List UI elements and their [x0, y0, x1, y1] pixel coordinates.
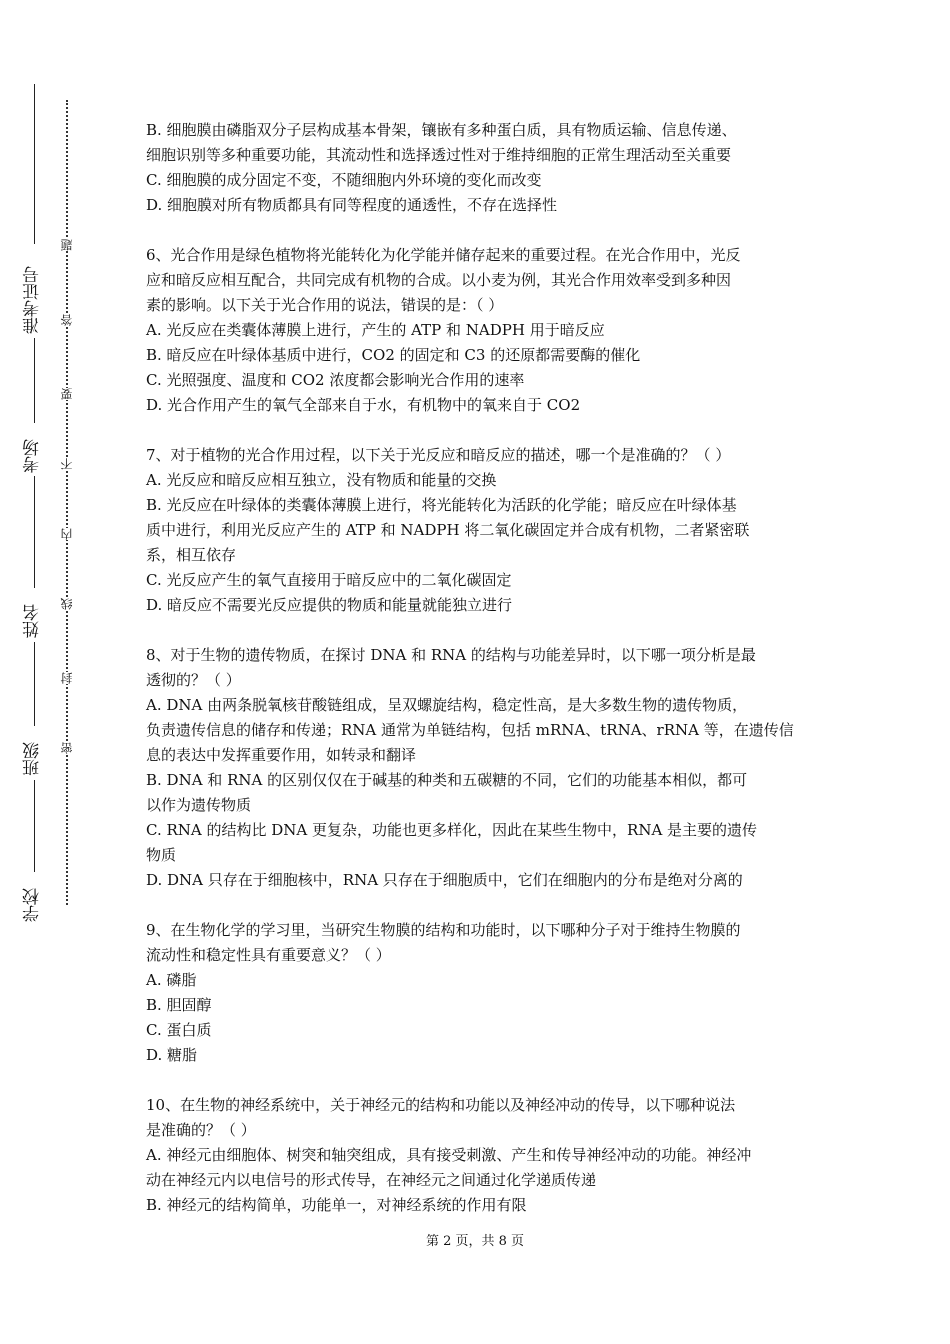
- question-stem: 9、在生物化学的学习里，当研究生物膜的结构和功能时，以下哪种分子对于维持生物膜的: [146, 921, 741, 939]
- option-line: 负责遗传信息的储存和传递；RNA 通常为单链结构，包括 mRNA、tRNA、rRNA 等，在遗传信: [146, 721, 794, 739]
- question-stem: 流动性和稳定性具有重要意义？（ ）: [146, 946, 391, 964]
- field-line-exam-id: [34, 84, 35, 244]
- option-line: 物质: [146, 846, 177, 864]
- option-line: B. 光反应在叶绿体的类囊体薄膜上进行，将光能转化为活跃的化学能；暗反应在叶绿体基: [146, 496, 737, 514]
- question-gap: [146, 1068, 816, 1093]
- seal-char: 题: [60, 239, 74, 251]
- field-label-name: 姓名: [23, 604, 43, 638]
- question-gap: [146, 893, 816, 918]
- question-gap: [146, 618, 816, 643]
- seal-char: 线: [60, 598, 74, 610]
- option-line: 息的表达中发挥重要作用，如转录和翻译: [146, 746, 417, 764]
- text-line: B. 细胞膜由磷脂双分子层构成基本骨架，镶嵌有多种蛋白质，具有物质运输、信息传递、: [146, 121, 737, 139]
- option-line: 动在神经元内以电信号的形式传导，在神经元之间通过化学递质传递: [146, 1171, 597, 1189]
- option-line: C. 光照强度、温度和 CO2 浓度都会影响光合作用的速率: [146, 371, 525, 389]
- question-stem: 透彻的？（ ）: [146, 671, 241, 689]
- question-gap: [146, 418, 816, 443]
- text-line: D. 细胞膜对所有物质都具有同等程度的通透性，不存在选择性: [146, 196, 558, 214]
- option-line: B. 神经元的结构简单，功能单一，对神经系统的作用有限: [146, 1196, 527, 1214]
- option-line: 质中进行，利用光反应产生的 ATP 和 NADPH 将二氧化碳固定并合成有机物，二者紧密联: [146, 521, 750, 539]
- question-content: [146, 118, 816, 1218]
- seal-char: 密: [60, 742, 74, 754]
- question-stem: 素的影响。以下关于光合作用的说法，错误的是：（ ）: [146, 296, 504, 314]
- text-line: C. 细胞膜的成分固定不变，不随细胞内外环境的变化而改变: [146, 171, 542, 189]
- question-stem: 7、对于植物的光合作用过程，以下关于光反应和暗反应的描述，哪一个是准确的？（ ）: [146, 446, 731, 464]
- question-stem: 8、对于生物的遗传物质，在探讨 DNA 和 RNA 的结构与功能差异时，以下哪一项分析是最: [146, 646, 756, 664]
- option-line: D. 暗反应不需要光反应提供的物质和能量就能独立进行: [146, 596, 513, 614]
- option-line: A. 光反应和暗反应相互独立，没有物质和能量的交换: [146, 471, 497, 489]
- seal-char: 要: [60, 388, 74, 400]
- field-line-exam-room: [34, 338, 35, 423]
- seal-char: 封: [60, 672, 74, 684]
- option-line: 系，相互依存: [146, 546, 237, 564]
- option-line: B. 胆固醇: [146, 996, 212, 1014]
- text-line: 细胞识别等多种重要功能，其流动性和选择透过性对于维持细胞的正常生理活动至关重要: [146, 146, 732, 164]
- question-stem: 应和暗反应相互配合，共同完成有机物的合成。以小麦为例，其光合作用效率受到多种因: [146, 271, 732, 289]
- option-line: D. 糖脂: [146, 1046, 198, 1064]
- field-line-class: [34, 642, 35, 726]
- question-stem: 10、在生物的神经系统中，关于神经元的结构和功能以及神经冲动的传导，以下哪种说法: [146, 1096, 736, 1114]
- option-line: D. DNA 只存在于细胞核中，RNA 只存在于细胞质中，它们在细胞内的分布是绝对分离的: [146, 871, 743, 889]
- page-footer: 第 2 页，共 8 页: [425, 1234, 525, 1249]
- option-line: A. 神经元由细胞体、树突和轴突组成，具有接受刺激、产生和传导神经冲动的功能。神经冲: [146, 1146, 752, 1164]
- option-line: B. 暗反应在叶绿体基质中进行，CO2 的固定和 C3 的还原都需要酶的催化: [146, 346, 641, 364]
- option-line: D. 光合作用产生的氧气全部来自于水，有机物中的氧来自于 CO2: [146, 396, 581, 414]
- field-line-school: [34, 780, 35, 872]
- option-line: C. 光反应产生的氧气直接用于暗反应中的二氧化碳固定: [146, 571, 512, 589]
- seal-char: 不: [60, 458, 74, 470]
- seal-dotted-line: [66, 100, 68, 905]
- question-stem: 是准确的？（ ）: [146, 1121, 256, 1139]
- option-line: C. RNA 的结构比 DNA 更复杂，功能也更多样化，因此在某些生物中，RNA 是主要的遗传: [146, 821, 758, 839]
- option-line: C. 蛋白质: [146, 1021, 212, 1039]
- option-line: B. DNA 和 RNA 的区别仅仅在于碱基的种类和五碳糖的不同，它们的功能基本相似，都可: [146, 771, 748, 789]
- seal-char: 答: [60, 314, 74, 326]
- option-line: A. 磷脂: [146, 971, 197, 989]
- field-label-school: 学校: [23, 888, 43, 922]
- field-label-class: 班级: [23, 742, 43, 776]
- option-line: A. 光反应在类囊体薄膜上进行，产生的 ATP 和 NADPH 用于暗反应: [146, 321, 605, 339]
- field-label-exam-room: 考场: [23, 439, 43, 473]
- option-line: A. DNA 由两条脱氧核苷酸链组成，呈双螺旋结构，稳定性高，是大多数生物的遗传物质，: [146, 696, 748, 714]
- question-stem: 6、光合作用是绿色植物将光能转化为化学能并储存起来的重要过程。在光合作用中，光反: [146, 246, 741, 264]
- field-label-exam-id: 准考证号: [23, 266, 43, 334]
- field-line-name: [34, 476, 35, 588]
- seal-char: 内: [60, 528, 74, 540]
- option-line: 以作为遗传物质: [146, 796, 252, 814]
- question-gap: [146, 218, 816, 243]
